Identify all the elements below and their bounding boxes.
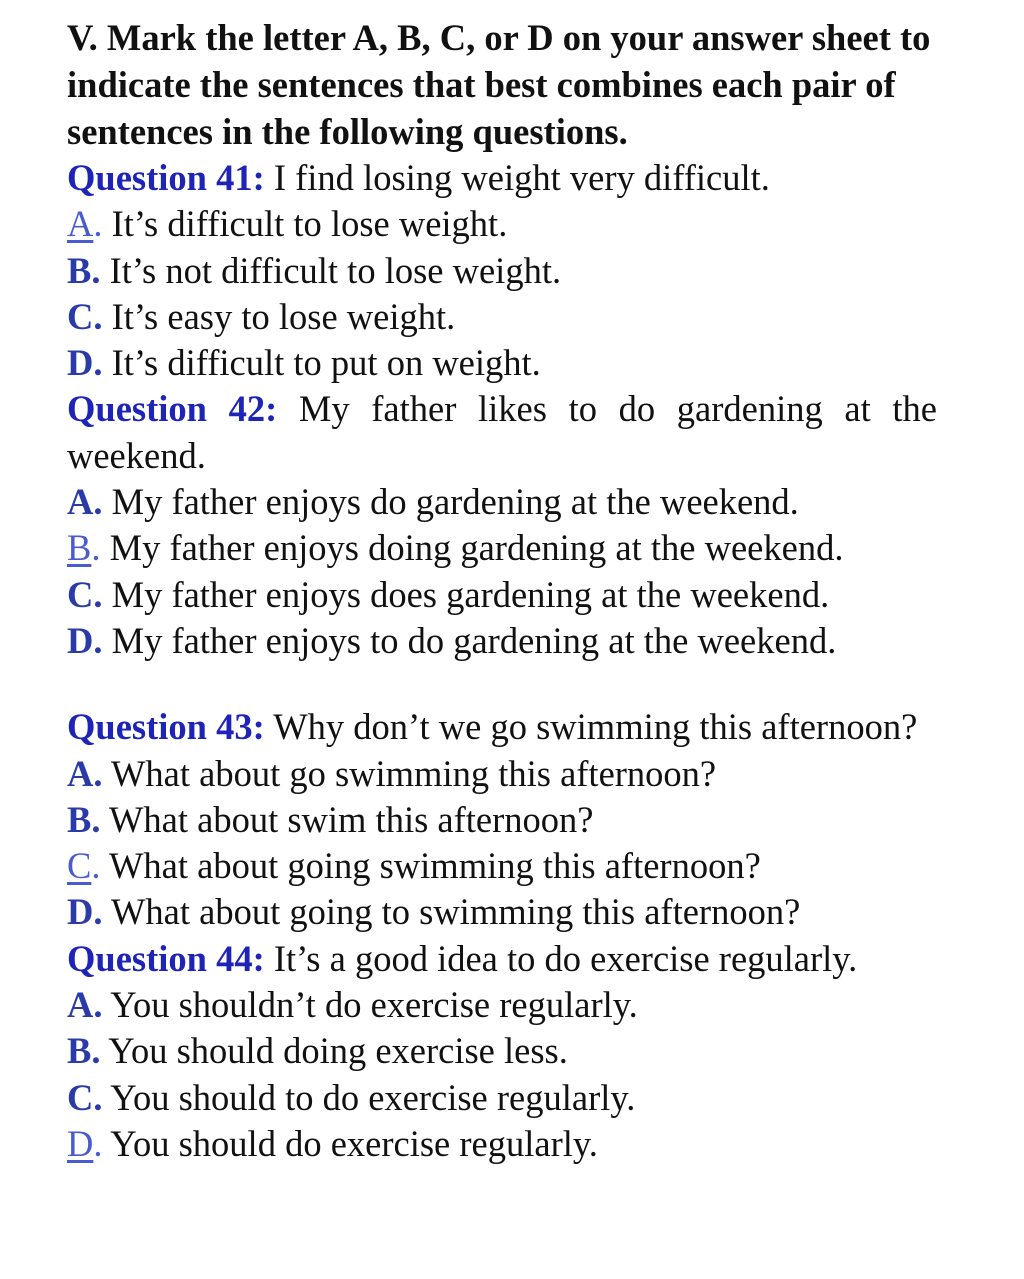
question-label: Question 42: xyxy=(67,388,278,430)
option-item xyxy=(67,797,937,843)
option-letter: D. xyxy=(67,342,103,384)
option-text: What about going swimming this afternoon? xyxy=(108,845,761,887)
option-letter: B. xyxy=(67,249,101,291)
option-item xyxy=(67,843,937,889)
option-item xyxy=(67,248,937,294)
option-item xyxy=(67,1075,937,1121)
question-block xyxy=(67,936,937,1167)
option-letter: A. xyxy=(67,203,103,245)
option-item xyxy=(67,889,937,935)
option-text: My father enjoys does gardening at the weekend. xyxy=(111,573,830,615)
option-letter: B. xyxy=(67,798,101,840)
question-text: Why don’t we go swimming this afternoon? xyxy=(273,706,918,748)
option-text: You shouldn’t do exercise regularly. xyxy=(110,984,638,1026)
option-text: It’s difficult to lose weight. xyxy=(111,203,508,245)
option-text: My father enjoys do gardening at the weekend. xyxy=(111,481,799,523)
question-text: My father likes to do gardening at the weekend. xyxy=(67,388,937,476)
question-block xyxy=(67,704,937,935)
option-item xyxy=(67,618,937,664)
question-label: Question 43: xyxy=(67,706,265,748)
blank-line xyxy=(67,664,937,704)
question-prompt xyxy=(67,704,937,750)
option-text: My father enjoys doing gardening at the weekend. xyxy=(109,527,844,569)
option-item xyxy=(67,201,937,247)
option-text: You should to do exercise regularly. xyxy=(110,1076,636,1118)
question-text: It’s a good idea to do exercise regularly. xyxy=(273,937,858,979)
option-letter: D. xyxy=(67,891,103,933)
option-letter: D. xyxy=(67,619,103,661)
option-letter: A. xyxy=(67,984,103,1026)
option-item xyxy=(67,294,937,340)
option-letter: A. xyxy=(67,752,103,794)
option-text: It’s easy to lose weight. xyxy=(111,295,456,337)
option-item xyxy=(67,1121,937,1167)
option-text: You should doing exercise less. xyxy=(108,1030,568,1072)
option-letter: C. xyxy=(67,845,101,887)
option-item xyxy=(67,479,937,525)
question-text: I find losing weight very difficult. xyxy=(273,157,770,198)
question-block xyxy=(67,386,937,664)
question-prompt xyxy=(67,386,937,479)
option-letter: D. xyxy=(67,1122,103,1164)
worksheet-page xyxy=(67,14,937,1167)
option-letter: C. xyxy=(67,573,103,615)
option-letter: A. xyxy=(67,481,103,523)
question-label: Question 44: xyxy=(67,937,265,979)
option-text: It’s difficult to put on weight. xyxy=(111,342,541,384)
question-prompt xyxy=(67,936,937,982)
option-item xyxy=(67,751,937,797)
option-text: What about go swimming this afternoon? xyxy=(110,752,717,794)
option-item xyxy=(67,1028,937,1074)
option-text: It’s not difficult to lose weight. xyxy=(109,249,562,291)
option-letter: C. xyxy=(67,295,103,337)
option-text: What about going to swimming this afternoon? xyxy=(110,891,801,933)
option-item xyxy=(67,572,937,618)
option-letter: C. xyxy=(67,1076,103,1118)
question-block xyxy=(67,155,937,386)
question-prompt xyxy=(67,155,937,201)
option-item xyxy=(67,982,937,1028)
option-text: My father enjoys to do gardening at the weekend. xyxy=(111,619,837,661)
option-item xyxy=(67,340,937,386)
question-label: Question 41: xyxy=(67,157,265,198)
option-text: What about swim this afternoon? xyxy=(108,798,594,840)
option-item xyxy=(67,525,937,571)
option-letter: B. xyxy=(67,1030,101,1072)
option-letter: B. xyxy=(67,527,101,569)
section-heading: V. Mark the letter A, B, C, or D on your answer sheet to indicate the sentences that best combines each pair of sentences in the following questions. xyxy=(67,17,931,152)
option-text: You should do exercise regularly. xyxy=(110,1122,598,1164)
